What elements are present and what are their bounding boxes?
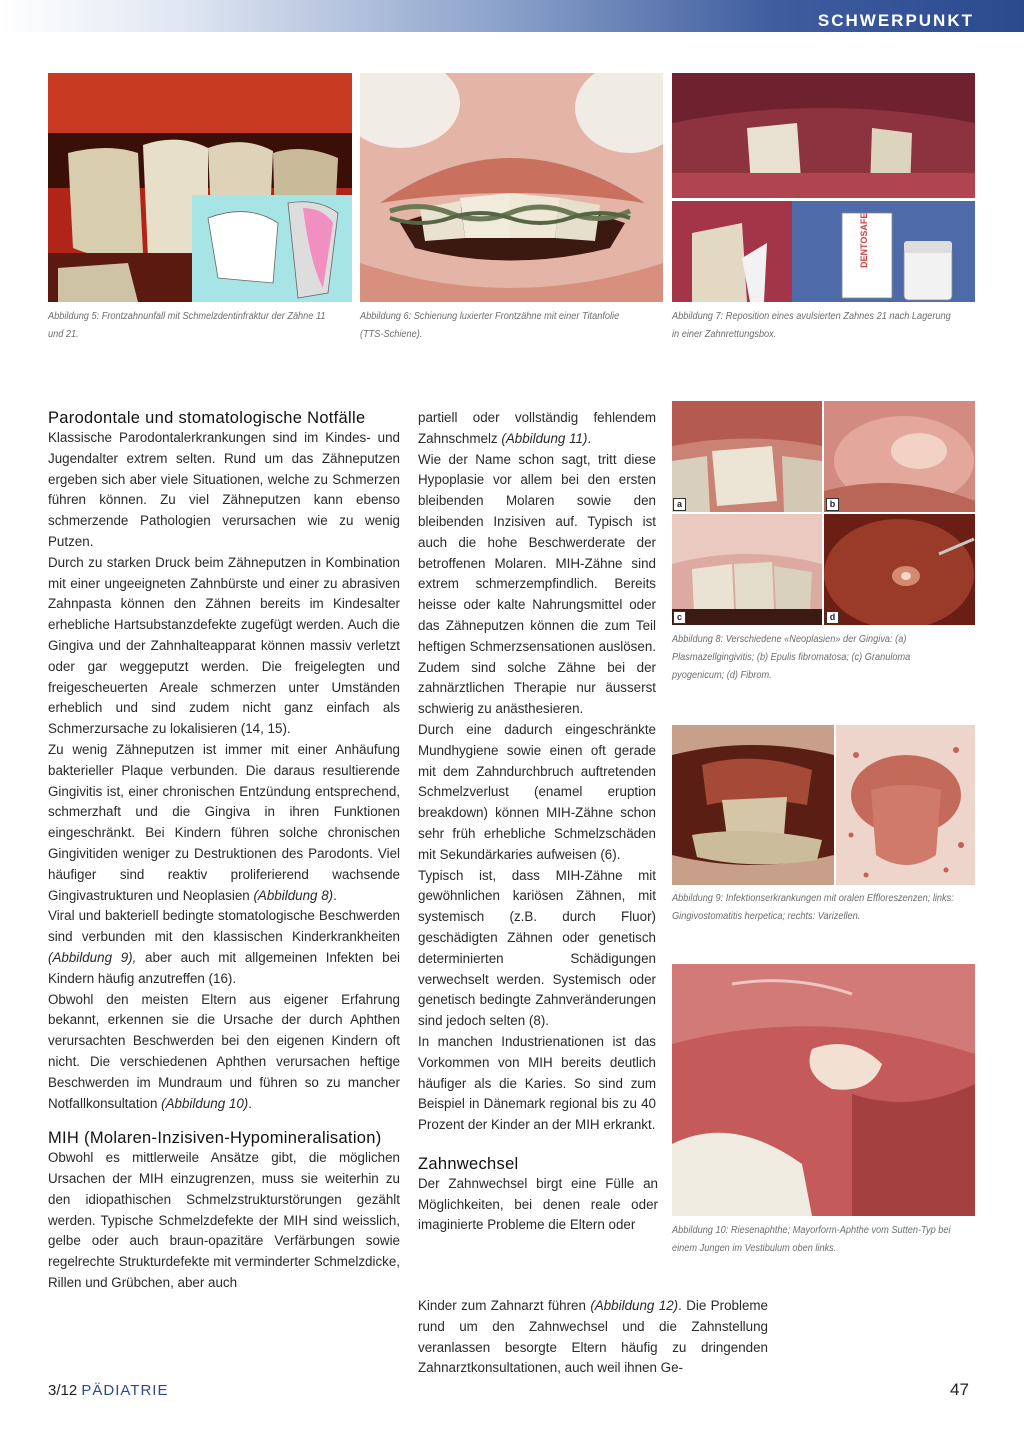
paragraph-2: Durch zu starken Druck beim Zähneputzen in Kombination mit einer ungeeigneten Zahnbürste und einer zu abrasiven Zahnpasta können den Zähnen bereits im Kindesalter erhebliche Hartsubstanzdefekte zugefügt werden. Auch die Gingiva und der Zahnhalteapparat können massiv verletzt oder gar weggeputzt werden. Die freigelegten und freigescheuerten Areale schmerzen unter Umständen erheblich und sind zudem nicht ganz einfach als Schmerzursache zu lokalisieren (14, 15).: [48, 554, 400, 737]
figure-8-label-c: c: [673, 611, 686, 624]
figure-9-photo-left: [672, 725, 834, 885]
figure-ref-11: (Abbildung 11): [501, 430, 588, 446]
figure-ref-10: (Abbildung 10): [161, 1095, 249, 1111]
section-label: SCHWERPUNKT: [817, 11, 974, 30]
figure-9-photo-right: [836, 725, 975, 885]
paragraph-6: Obwohl es mittlerweile Ansätze gibt, die möglichen Ursachen der MIH einzugrenzen, muss sie weiterhin zu den idiopathischen Schmelzstrukturstörungen gezählt werden. Typische Schmelzdefekte der MIH sind weisslich, gelbe oder auch braun-opazitäre Verfärbungen sowie regelrechte Strukturdefekte mit verminderter Schmelzdicke, Rillen und Grübchen, aber auch: [48, 1150, 401, 1291]
figure-8-caption: Abbildung 8: Verschiedene «Neoplasien» der Gingiva: (a) Plasmazellgingivitis; (b) Epulis fibromatosa; (c) Granuloma pyogenicum; (d) Fibrom.: [672, 634, 911, 681]
paragraph-4: Viral und bakteriell bedingte stomatologische Beschwerden sind verbunden mit den klassischen Kinderkrankheiten (Abbildung 9), aber auch mit allgemeinen Infekten bei Kindern häufig anzutreffen (16).: [48, 908, 400, 986]
figure-8-label-b: b: [826, 498, 839, 511]
figure-8-label-a: a: [673, 498, 686, 511]
figure-6-caption: Abbildung 6: Schienung luxierter Frontzähne mit einer Titanfolie (TTS-Schiene).: [360, 311, 620, 340]
figure-ref-12: (Abbildung 12): [590, 1298, 679, 1313]
article-column-1: [48, 408, 400, 1294]
figure-8-panel-d: [824, 514, 975, 625]
figure-10-photo: [672, 964, 975, 1216]
figure-8-panel-c: [672, 514, 822, 625]
heading-mih: MIH (Molaren-Inzisiven-Hypomineralisation): [48, 1129, 382, 1148]
heading-zahnwechsel: Zahnwechsel: [418, 1154, 519, 1173]
figure-7-photo: [672, 73, 975, 302]
paragraph-12: Der Zahnwechsel birgt eine Fülle an Möglichkeiten, bei denen reale oder imaginierte Probleme die Eltern oder: [418, 1175, 658, 1233]
figure-9-caption: Abbildung 9: Infektionserkrankungen mit oralen Effloreszenzen; links: Gingivostomatitis herpetica; rechts: Varizellen.: [672, 893, 954, 922]
article-continuation: [418, 1296, 768, 1379]
figure-5-photo: [48, 73, 352, 302]
figure-ref-9: (Abbildung 9),: [48, 949, 137, 965]
paragraph-10: Typisch ist, dass MIH-Zähne mit gewöhnlichen kariösen Zähnen, mit systemisch (z.B. durch Fluor) geschädigten Zähnen oder genetisch determinierten Schädigungen verwechselt werden. Systemisch oder genetisch bedingte Zahnveränderungen sind jedoch selten (8).: [418, 867, 656, 1029]
figure-10-caption: Abbildung 10: Riesenaphthe; Mayorform-Aphthe vom Sutten-Typ bei einem Jungen im Vestibulum oben links.: [672, 1225, 951, 1254]
figure-8-panel-b: [824, 401, 975, 512]
journal-name: PÄDIATRIE: [81, 1382, 169, 1399]
paragraph-5: Obwohl den meisten Eltern aus eigener Erfahrung bekannt, erkennen sie die Ursache der durch Aphthen verursachten Beschwerden bei den eigenen Kindern oft nicht. Die verschiedenen Aphthen verursachen heftige Beschwerden im Mundraum und führen so zu mancher Notfallkonsultation (Abbildung 10).: [48, 991, 400, 1111]
paragraph-9: Durch eine dadurch eingeschränkte Mundhygiene sowie einen oft gerade mit dem Zahndurchbruch auftretenden Schmelzverlust (enamel eruption breakdown) können MIH-Zähne schon sehr früh erhebliche Schmelzschäden mit Sekundärkaries aufweisen (6).: [418, 721, 656, 862]
heading-parodontale-notfaelle: Parodontale und stomatologische Notfälle: [48, 409, 366, 427]
dentosafe-box-label: DENTOSAFE: [859, 212, 869, 268]
paragraph-8: Wie der Name schon sagt, tritt diese Hypoplasie vor allem bei den ersten bleibenden Molaren sowie den bleibenden Inzisiven auf. Typisch ist auch die hohe Beschwerderate der betroffenen Molaren. MIH-Zähne sind extrem schmerzempfindlich. Bereits heisse oder kalte Nahrungsmittel oder das Zähneputzen können die zum Teil heftigen Schmerzsensationen auslösen. Zudem sind solche Zähne bei der zahnärztlichen Therapie nur äusserst schwierig zu anästhesieren.: [418, 451, 656, 717]
figure-8-label-d: d: [826, 611, 839, 624]
figure-6-photo: [360, 73, 663, 302]
footer-journal: [48, 1382, 168, 1399]
page-number: 47: [950, 1380, 969, 1399]
issue-number: 3/12: [48, 1382, 78, 1399]
article-column-2: [418, 408, 656, 1236]
figure-7-caption: Abbildung 7: Reposition eines avulsierten Zahnes 21 nach Lagerung in einer Zahnrettungsbox.: [672, 311, 951, 340]
paragraph-7: partiell oder vollständig fehlendem Zahnschmelz (Abbildung 11).: [418, 410, 656, 446]
figure-ref-8: (Abbildung 8): [253, 887, 334, 903]
paragraph-1: Klassische Parodontalerkrankungen sind im Kindes- und Jugendalter extrem selten. Rund um das Zähneputzen ergeben sich aber viele Situationen, welche zu Schmerzen führen können. Zu viel Zähneputzen kann ebenso schmerzende Pathologien verursachen wie zu wenig Putzen.: [48, 430, 400, 549]
paragraph-11: In manchen Industrienationen ist das Vorkommen von MIH bereits deutlich häufiger als die Karies. So sind zum Beispiel in Dänemark regional bis zu 40 Prozent der Kinder an der MIH erkrankt.: [418, 1033, 656, 1133]
paragraph-3: Zu wenig Zähneputzen ist immer mit einer Anhäufung bakterieller Plaque verbunden. Die daraus resultierende Gingivitis ist, einer chronischen Entzündung entsprechend, schmerzhaft und die Gingiva in ihren Funktionen eingeschränkt. Bei Kindern führen solche chronischen Gingivitiden weniger zu Destruktionen des Parodonts. Viel häufiger sind reaktiv proliferierend wachsende Gingivastrukturen und Neoplasien (Abbildung 8).: [48, 741, 400, 903]
paragraph-13: Kinder zum Zahnarzt führen (Abbildung 12). Die Probleme rund um den Zahnwechsel und die Zahnstellung veranlassen besorgte Eltern häufig zu dringenden Zahnarztkonsultationen, auch weil ihnen Ge-: [418, 1298, 768, 1376]
figure-8-panel-a: [672, 401, 822, 512]
figure-5-caption: Abbildung 5: Frontzahnunfall mit Schmelzdentinfraktur der Zähne 11 und 21.: [48, 311, 326, 340]
